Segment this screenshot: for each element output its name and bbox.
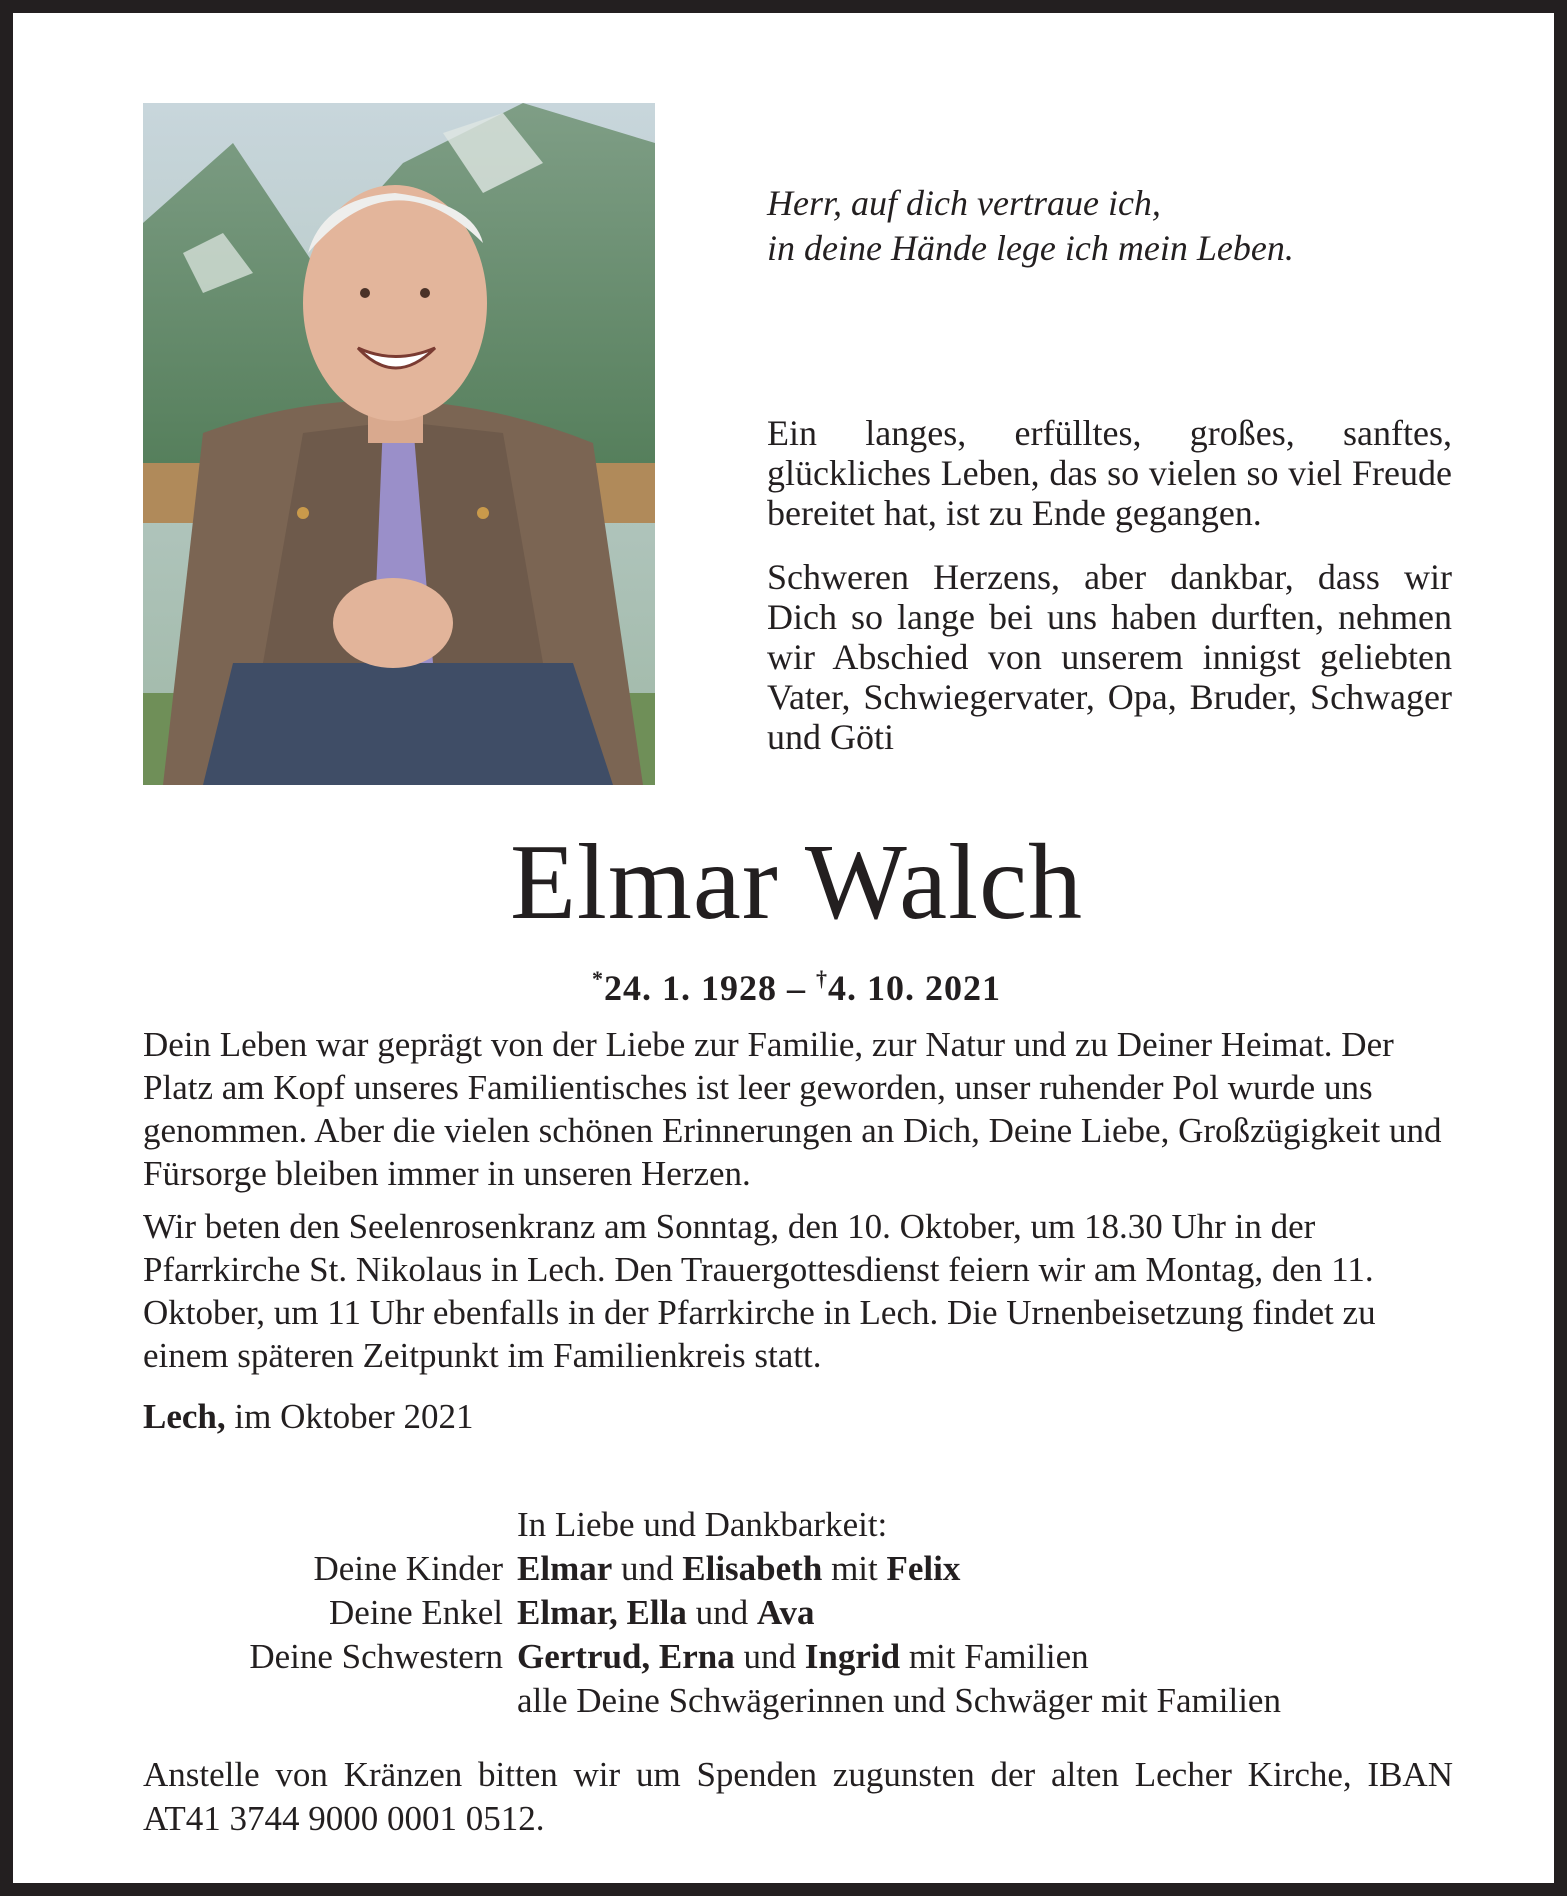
body-paragraph-1: Dein Leben war geprägt von der Liebe zur Familie, zur Natur und zu Deiner Heimat. Der Platz am Kopf unseres Familientisches ist leer geworden, unser ruhender Pol wurde uns genommen. Aber die vielen schönen Erinnerungen an Dich, Deine Liebe, Großzügigkeit und Fürsorge bleiben immer in unseren Herzen. xyxy=(143,1025,1442,1193)
child-name: Elisabeth xyxy=(682,1549,823,1588)
conjunction: mit xyxy=(822,1549,887,1588)
deceased-name: Elmar Walch xyxy=(509,823,1084,942)
place-name: Lech, xyxy=(143,1397,226,1436)
conjunction: und xyxy=(612,1549,683,1588)
portrait-illustration xyxy=(143,103,655,785)
grandchildren-row xyxy=(143,1591,1453,1635)
inlaws-text: alle Deine Schwägerinnen und Schwäger mit Familien xyxy=(517,1681,1281,1720)
inlaws-row xyxy=(143,1679,1453,1723)
grandchildren-names xyxy=(517,1591,815,1635)
intro-paragraph-2: Schweren Herzens, aber dankbar, dass wir Dich so lange bei uns haben durften, nehmen wir Abschied von unserem innigst geliebten Vater, Schwiegervater, Opa, Bruder, Schwager und Göti xyxy=(767,557,1452,757)
birth-asterisk-icon: * xyxy=(592,966,604,991)
grandchild-name: Ava xyxy=(756,1593,815,1632)
sisters-names xyxy=(517,1635,1089,1679)
verse-line-1: Herr, auf dich vertraue ich, xyxy=(767,183,1161,223)
grandchild-name: Elmar, Ella xyxy=(517,1593,687,1632)
birth-date: 24. 1. 1928 xyxy=(604,968,777,1008)
death-cross-icon: † xyxy=(816,966,828,991)
obituary-body xyxy=(143,1023,1453,1448)
death-date: 4. 10. 2021 xyxy=(828,968,1001,1008)
sisters-label: Deine Schwestern xyxy=(249,1637,503,1676)
child-name: Felix xyxy=(886,1549,961,1588)
donation-note: Anstelle von Kränzen bitten wir um Spenden zugunsten der alten Lecher Kirche, IBAN AT41 3744 9000 0001 0512. xyxy=(143,1755,1453,1838)
sisters-row xyxy=(143,1635,1453,1679)
life-dates xyxy=(13,957,1567,1010)
place-date xyxy=(143,1395,1453,1438)
signature-block xyxy=(143,1503,1453,1723)
grandchildren-label: Deine Enkel xyxy=(329,1593,503,1632)
conjunction: mit Familien xyxy=(900,1637,1089,1676)
signature-heading-row xyxy=(143,1503,1453,1547)
intro-text xyxy=(767,413,1452,781)
child-name: Elmar xyxy=(517,1549,613,1588)
date-separator: – xyxy=(777,968,816,1008)
signature-heading: In Liebe und Dankbarkeit: xyxy=(517,1505,888,1544)
conjunction: und xyxy=(734,1637,805,1676)
conjunction: und xyxy=(686,1593,757,1632)
sister-name: Ingrid xyxy=(804,1637,901,1676)
children-row xyxy=(143,1547,1453,1591)
sister-name: Gertrud, Erna xyxy=(517,1637,735,1676)
portrait-photo xyxy=(143,103,655,785)
intro-paragraph-1: Ein langes, erfülltes, großes, sanftes, glückliches Leben, das so vielen so viel Freude bereitet hat, ist zu Ende gegangen. xyxy=(767,413,1452,533)
date-text: im Oktober 2021 xyxy=(225,1397,474,1436)
verse-line-2: in deine Hände lege ich mein Leben. xyxy=(767,228,1294,268)
bible-verse xyxy=(767,181,1467,271)
children-names xyxy=(517,1547,960,1591)
body-paragraph-2: Wir beten den Seelenrosenkranz am Sonntag, den 10. Oktober, um 18.30 Uhr in der Pfarrkirche St. Nikolaus in Lech. Den Trauergottesdienst feiern wir am Montag, den 11. Oktober, um 11 Uhr ebenfalls in der Pfarrkirche in Lech. Die Urnenbeisetzung findet zu einem späteren Zeitpunkt im Familienkreis statt. xyxy=(143,1207,1376,1375)
children-label: Deine Kinder xyxy=(313,1549,503,1588)
